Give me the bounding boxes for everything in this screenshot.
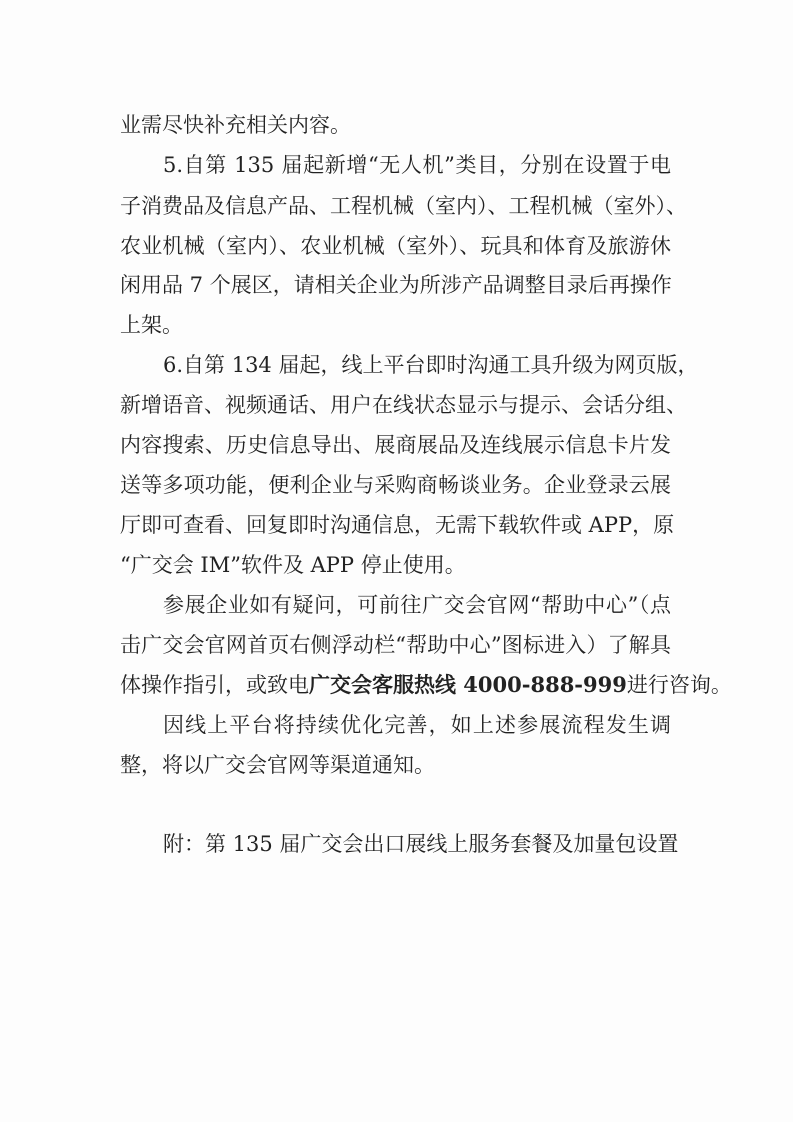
- paragraph-line: 送等多项功能，便利企业与采购商畅谈业务。企业登录云展: [120, 473, 671, 497]
- paragraph-line: 新增语音、视频通话、用户在线状态显示与提示、会话分组、: [120, 393, 687, 417]
- paragraph-line: 厅即可查看、回复即时沟通信息，无需下载软件或 APP，原: [120, 513, 675, 537]
- paragraph-line: 子消费品及信息产品、工程机械（室内）、工程机械（室外）、: [120, 194, 687, 218]
- paragraph-line: 闲用品 7 个展区，请相关企业为所涉产品调整目录后再操作: [120, 273, 672, 297]
- paragraph-line: 业需尽快补充相关内容。: [120, 113, 351, 137]
- paragraph-line: 内容搜索、历史信息导出、展商展品及连线展示信息卡片发: [120, 433, 671, 457]
- paragraph-line: 5.自第 135 届起新增“无人机”类目，分别在设置于电: [163, 153, 671, 177]
- paragraph-line: 上架。: [120, 313, 183, 337]
- paragraph-line: 6.自第 134 届起，线上平台即时沟通工具升级为网页版，: [163, 353, 699, 377]
- paragraph-line: 因线上平台将持续优化完善，如上述参展流程发生调: [163, 713, 671, 737]
- paragraph-line: 击广交会官网首页右侧浮动栏“帮助中心”图标进入）了解具: [120, 633, 671, 657]
- hotline-suffix: 进行咨询。: [626, 673, 732, 697]
- hotline-number: 广交会客服热线 4000-888-999: [309, 672, 627, 697]
- paragraph-line: 农业机械（室内）、农业机械（室外）、玩具和体育及旅游休: [120, 234, 671, 258]
- paragraph-line: 参展企业如有疑问，可前往广交会官网“帮助中心”（点: [163, 593, 671, 617]
- paragraph-line: 整，将以广交会官网等渠道通知。: [120, 753, 435, 777]
- hotline-prefix: 体操作指引，或致电: [120, 673, 309, 697]
- paragraph-line: “广交会 IM”软件及 APP 停止使用。: [120, 553, 466, 577]
- hotline-line: [120, 670, 732, 700]
- attachment-note: 附：第 135 届广交会出口展线上服务套餐及加量包设置: [163, 832, 679, 856]
